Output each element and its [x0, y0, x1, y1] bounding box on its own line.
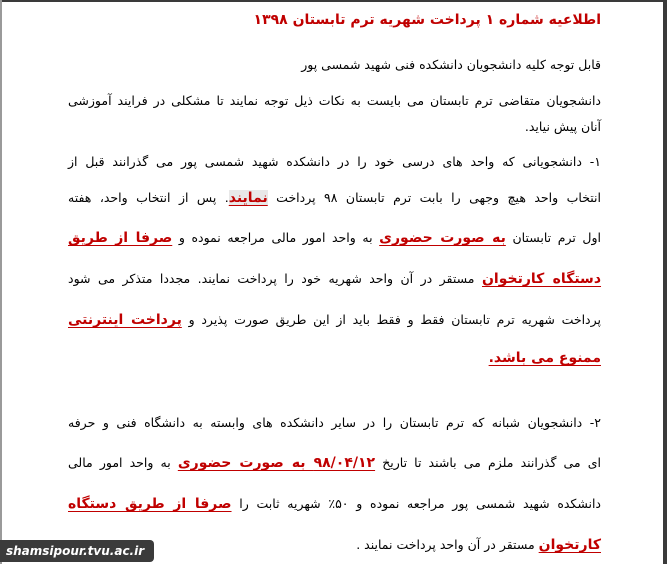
- emphasis-namayand: نمایند: [228, 190, 268, 206]
- emphasis-forbidden: ممنوع می باشد.: [488, 350, 601, 366]
- item1-line-6: [489, 349, 601, 367]
- item1-line-4-text-b: مستقر در آن واحد شهریه خود را پرداخت نمایند. مجددا متذکر می شود: [68, 271, 475, 286]
- emphasis-card-reader: دستگاه کارتخوان: [481, 271, 602, 287]
- item2-line-2: [68, 454, 601, 472]
- emphasis-online-payment: پرداخت اینترنتی: [68, 312, 182, 328]
- announcement-title: اطلاعیه شماره ۱ پرداخت شهریه ترم تابستان ۱۳۹۸: [253, 12, 601, 28]
- item1-line-5: [68, 311, 601, 329]
- site-watermark: shamsipour.tvu.ac.ir: [0, 540, 154, 562]
- item1-line-1: ۱- دانشجویانی که واحد های درسی خود را در دانشکده شهید شمسی پور می گذرانند قبل از: [68, 154, 601, 169]
- emphasis-in-person: به صورت حضوری: [379, 230, 506, 246]
- item1-line-4: [68, 270, 601, 288]
- emphasis-only-via: صرفا از طریق: [68, 230, 173, 246]
- intro-line-3: آنان پیش نیاید.: [524, 119, 601, 134]
- item2-line-3-text-a: دانشکده شهید شمسی پور مراجعه نموده و ۵۰٪ شهریه ثابت را: [239, 496, 601, 511]
- item2-line-2-text-a: ای می گذرانند ملزم می باشند تا تاریخ: [382, 455, 601, 470]
- item1-line-3: [68, 229, 601, 247]
- item1-line-3-text-c: به واحد امور مالی مراجعه نموده و: [178, 230, 373, 245]
- intro-line-2: دانشجویان متقاضی ترم تابستان می بایست به نکات ذیل توجه نمایند تا مشکلی در فرایند آموزشی: [68, 93, 601, 108]
- intro-line-1: قابل توجه کلیه دانشجویان دانشکده فنی شهید شمسی پور: [301, 57, 601, 72]
- emphasis-only-via-device: صرفا از طریق دستگاه: [68, 496, 232, 512]
- item1-line-2-text-c: . پس از انتخاب واحد، هفته: [68, 190, 229, 205]
- emphasis-date-in-person: ۹۸/۰۴/۱۲ به صورت حضوری: [177, 455, 376, 471]
- item2-line-4-text-b: مستقر در آن واحد پرداخت نمایند .: [356, 537, 535, 552]
- item1-line-3-text-a: اول ترم تابستان: [512, 230, 601, 245]
- item1-line-2-text-a: انتخاب واحد هیچ وجهی را بابت ترم تابستان ۹۸ پرداخت: [276, 190, 601, 205]
- item2-line-1: ۲- دانشجویان شبانه که ترم تابستان را در سایر دانشکده های وابسته به دانشگاه فنی و حرفه: [68, 415, 601, 430]
- item1-line-5-text-a: پرداخت شهریه ترم تابستان فقط و فقط باید از این طریق صورت پذیرد و: [188, 312, 601, 327]
- item1-line-2: [68, 189, 601, 207]
- item2-line-4: [356, 536, 601, 554]
- item2-line-3: [68, 495, 601, 513]
- emphasis-card-reader-2: کارتخوان: [538, 537, 601, 553]
- item2-line-2-text-c: به واحد امور مالی: [68, 455, 171, 470]
